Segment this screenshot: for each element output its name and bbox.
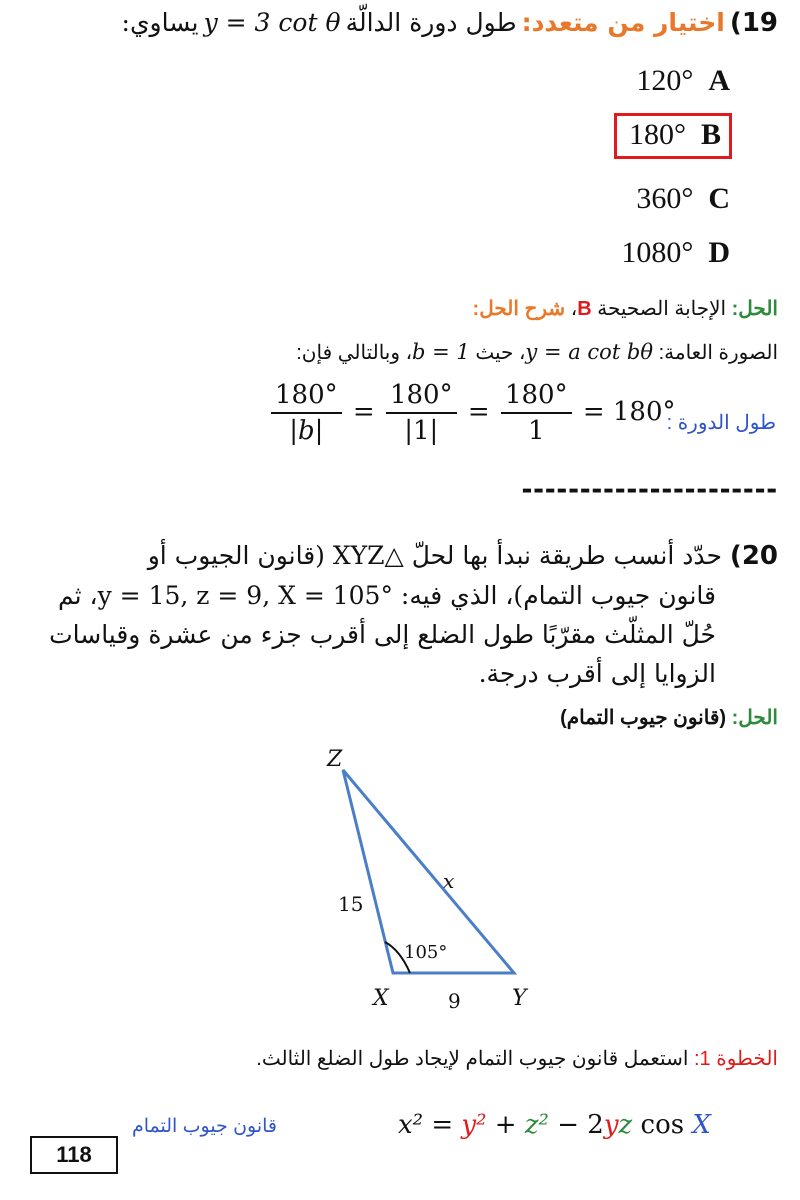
q19-solution: الحل: الإجابة الصحيحة B، شرح الحل: [472,298,778,320]
eq-y: y [603,1110,619,1140]
fraction [501,380,572,446]
q20-line-2: قانون جيوب التمام)، الذي فيه: y = 15, z = 9, X = 105°، ثم [57,581,716,610]
option-c[interactable] [636,182,730,216]
vertex-x-label: X [373,986,389,1011]
numerator: 180° [501,380,572,414]
explanation-label: شرح الحل: [472,298,566,320]
general-form-formula: y = a cot bθ [525,340,654,364]
period-result: = 180° [582,397,676,427]
numerator: 180° [271,380,342,414]
vertex-y-label: Y [512,986,527,1011]
step-text: استعمل قانون جيوب التمام لإيجاد طول الضلع الثالث. [256,1048,689,1070]
option-value: 1080° [621,236,694,269]
fraction [271,380,342,446]
option-letter: D [708,236,730,269]
general-form-label: الصورة العامة: [658,342,778,364]
option-value: 120° [636,64,694,97]
q20-line-4: الزوايا إلى أقرب درجة. [478,659,716,688]
law-label: قانون جيوب التمام [132,1116,278,1137]
solution-text: (قانون جيوب التمام) [560,707,727,729]
side-zx-label: 15 [338,892,364,916]
question-number: 20) [729,541,778,571]
solution-text: الإجابة الصحيحة [597,298,727,320]
eq-z: z [618,1110,633,1140]
eq-plus: + [494,1110,517,1140]
eq-angle-x: X [692,1110,711,1140]
eq-y-squared: y² [461,1110,487,1140]
denominator: |b| [289,416,324,446]
question-text: طول دورة الدالّة [345,8,517,37]
step-label: الخطوة 1: [693,1048,778,1070]
question-number: 19) [729,8,778,38]
option-a[interactable] [636,64,730,98]
eq-minus: − 2 [557,1110,604,1140]
step-1 [256,1046,778,1071]
general-form-line [296,340,778,365]
option-letter: A [708,64,730,97]
law-of-cosines-equation [398,1110,711,1140]
question-text-end: يساوي: [121,8,199,37]
where-text: ، حيث [475,342,526,364]
multiple-choice-tag: اختيار من متعدد: [521,8,725,37]
page-number: 118 [30,1136,118,1174]
q20-solution [560,705,778,730]
q20-line-1 [18,536,778,576]
solution-label: الحل: [731,707,778,729]
option-value: 180° [628,118,686,151]
period-label: طول الدورة : [666,412,776,434]
denominator: |1| [404,416,439,446]
q20-line-1-text: حدّد أنسب طريقة نبدأ بها لحلّ △XYZ (قانون الجيوب أو [147,541,722,570]
question-formula: y = 3 cot θ [203,8,341,37]
option-letter: B [700,118,721,151]
q20-line-3: حُلّ المثلّث مقرّبًا طول الضلع إلى أقرب جزء من عشرة وقياسات [49,620,716,649]
q19-stem [122,8,778,38]
numerator: 180° [386,380,457,414]
denominator: 1 [527,416,545,446]
vertex-z-label: Z [327,747,343,772]
option-d[interactable] [621,236,730,270]
triangle-diagram [300,728,560,1038]
eq-lhs: x² = [398,1110,454,1140]
q20-text [18,536,778,693]
separator: ---------------------- [521,470,778,506]
option-letter: C [708,182,730,215]
solution-letter: B [577,298,592,320]
eq-cos: cos [640,1110,685,1140]
b-value-formula: b = 1 [412,340,470,364]
side-xy-label: 9 [448,989,461,1013]
eq-z-squared: z² [524,1110,549,1140]
option-value: 360° [636,182,694,215]
period-equation: $\frac{180^\circ}{|b|}$ = $\frac{180^\circ}{|1|}$ = $\frac{180^\circ}{1}$ = 180° [268,380,676,446]
fraction [386,380,457,446]
therefore-text: ، وبالتالي فإن: [296,342,413,364]
angle-x-label: 105° [404,942,448,963]
option-b-correct[interactable] [614,113,732,159]
solution-label: الحل: [731,298,778,320]
side-zy-label: x [443,869,455,893]
